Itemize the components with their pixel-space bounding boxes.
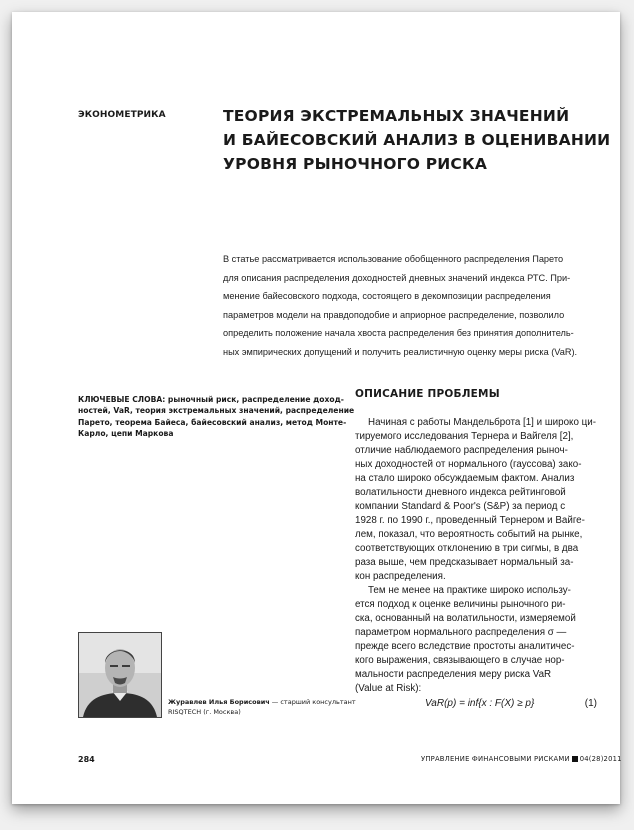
- keywords-line: ностей, VaR, теория экстремальных значений, распределение: [78, 406, 355, 416]
- body-line: ных доходностей от нормального (гауссова) зако-: [355, 459, 582, 470]
- document-page: [12, 12, 620, 804]
- running-footer: [421, 755, 622, 763]
- body-line: прежде всего вследствие простоты аналитичес-: [355, 641, 575, 652]
- abstract-line: менение байесовского подхода, состоящего в декомпозиции распределения: [223, 291, 551, 302]
- body-line: Начиная с работы Мандельброта [1] и широко ци-: [368, 417, 596, 428]
- body-line: ска, основанный на волатильности, измеряемой: [355, 613, 576, 624]
- author-role: — старший консультант: [269, 698, 356, 706]
- body-line: ется подход к оценке величины рыночного ри-: [355, 599, 566, 610]
- abstract-line: ных эмпирических допущений и получить реалистичную оценку меры риска (VaR).: [223, 346, 578, 357]
- section-label: ЭКОНОМЕТРИКА: [78, 110, 166, 120]
- journal-name: УПРАВЛЕНИЕ ФИНАНСОВЫМИ РИСКАМИ: [421, 755, 570, 763]
- body-text: [355, 416, 603, 696]
- abstract: [223, 250, 595, 362]
- square-bullet-icon: [572, 756, 578, 762]
- title-line: УРОВНЯ РЫНОЧНОГО РИСКА: [223, 155, 488, 173]
- body-line: параметром нормального распределения σ —: [355, 627, 567, 638]
- author-photo: [78, 632, 162, 718]
- author-info: [168, 698, 356, 717]
- body-line: раза выше, чем предсказывает нормальный за-: [355, 557, 574, 568]
- keywords-line: Карло, цепи Маркова: [78, 428, 174, 438]
- body-line: лем, показал, что вероятность событий на рынке,: [355, 529, 583, 540]
- page-number: 284: [78, 755, 95, 764]
- body-line: соответствующих отклонению в три сигмы, в два: [355, 543, 579, 554]
- body-line: компании Standard & Poor's (S&P) за период с: [355, 501, 566, 512]
- abstract-line: В статье рассматривается использование обобщенного распределения Парето: [223, 254, 564, 264]
- body-line: 1928 г. по 1990 г., проведенный Тернером и Вайге-: [355, 515, 585, 526]
- body-line: кон распределения.: [355, 571, 446, 582]
- author-portrait-icon: [79, 633, 161, 717]
- keywords-line: Парето, теорема Байеса, байесовский анализ, метод Монте-: [78, 417, 347, 427]
- abstract-line: для описания распределения доходностей дневных значений индекса РТС. При-: [223, 272, 571, 283]
- keywords-line: КЛЮЧЕВЫЕ СЛОВА: рыночный риск, распределение доход-: [78, 395, 344, 404]
- issue-number: 04(28)2011: [579, 755, 622, 763]
- keywords: [78, 394, 355, 439]
- title-line: ТЕОРИЯ ЭКСТРЕМАЛЬНЫХ ЗНАЧЕНИЙ: [223, 107, 570, 125]
- body-line: на стало широко обсуждаемым фактом. Анализ: [355, 473, 575, 484]
- body-line: отличие наблюдаемого распределения рыноч-: [355, 445, 568, 456]
- body-line: (Value at Risk):: [355, 683, 422, 694]
- body-line: кого выражения, связывающего в случае нор-: [355, 655, 565, 666]
- author-organization: RISQTECH (г. Москва): [168, 707, 241, 716]
- formula-expression: VaR(p) = inf{x : F(X) ≥ p}: [425, 698, 535, 709]
- abstract-line: определить положение начала хвоста распределения без принятия дополнитель-: [223, 328, 574, 339]
- title-line: И БАЙЕСОВСКИЙ АНАЛИЗ В ОЦЕНИВАНИИ: [223, 131, 611, 149]
- body-line: волатильности дневного индекса рейтинговой: [355, 487, 566, 498]
- article-title: [223, 104, 611, 176]
- body-line: мальности распределения меру риска VaR: [355, 669, 552, 680]
- section-heading: ОПИСАНИЕ ПРОБЛЕМЫ: [355, 388, 500, 400]
- body-line: Тем не менее на практике широко использу-: [368, 585, 571, 596]
- body-line: тируемого исследования Тернера и Вайгеля [2],: [355, 431, 574, 442]
- author-name: Журавлев Илья Борисович: [168, 698, 270, 706]
- formula-number: (1): [584, 698, 597, 709]
- abstract-line: параметров модели на правдоподобие и априорное распределение, позволило: [223, 309, 565, 320]
